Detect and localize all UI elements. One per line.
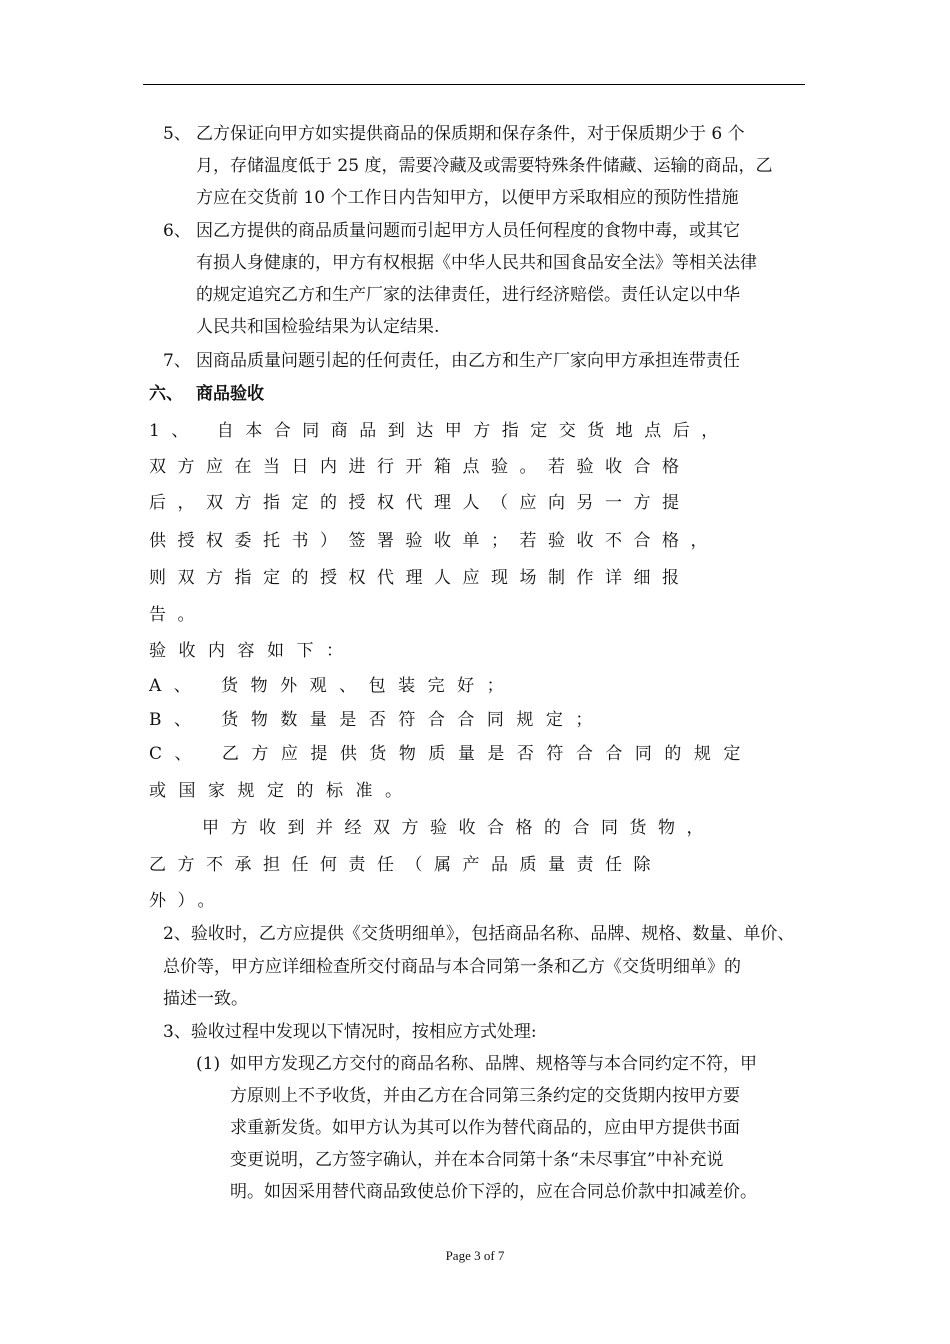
acceptance-1-line-1: 1、 自本合同商品到达甲方指定交货地点后，: [149, 421, 730, 441]
item-5-line-1: 乙方保证向甲方如实提供商品的保质期和保存条件，对于保质期少于 6 个: [196, 124, 745, 144]
item-7-number: 7、: [163, 351, 191, 371]
acceptance-item-a: A、 货物外观、包装完好；: [149, 676, 517, 696]
item-7-line-1: 因商品质量问题引起的任何责任，由乙方和生产厂家向甲方承担连带责任: [196, 351, 740, 371]
acceptance-item-b: B、 货物数量是否符合合同规定；: [149, 710, 605, 730]
item-5-number: 5、: [163, 124, 191, 144]
acceptance-para-line-1: 甲方收到并经双方验收合格的合同货物，: [202, 818, 715, 838]
item-6-number: 6、: [163, 221, 191, 241]
acceptance-1-line-2: 双方应在当日内进行开箱点验。若验收合格: [149, 457, 691, 477]
acceptance-2-line-2: 总价等，甲方应详细检查所交付商品与本合同第一条和乙方《交货明细单》的: [163, 957, 741, 977]
acceptance-content-label: 验收内容如下：: [149, 641, 356, 661]
acceptance-3-sub-1-line-4: 变更说明，乙方签字确认，并在本合同第十条“未尽事宜”中补充说: [230, 1150, 724, 1170]
item-6-line-4: 人民共和国检验结果为认定结果.: [196, 317, 440, 337]
item-5-line-2: 月，存储温度低于 25 度，需要冷藏及或需要特殊条件储藏、运输的商品，乙: [196, 156, 773, 176]
acceptance-3-sub-1-line-5: 明。如因采用替代商品致使总价下浮的，应在合同总价款中扣减差价。: [230, 1182, 757, 1202]
acceptance-3-intro: 3、验收过程中发现以下情况时，按相应方式处理:: [163, 1022, 537, 1042]
acceptance-1-line-5: 则双方指定的授权代理人应现场制作详细报: [149, 568, 691, 588]
item-6-line-1: 因乙方提供的商品质量问题而引起甲方人员任何程度的食物中毒，或其它: [196, 221, 740, 241]
acceptance-3-sub-1-line-2: 方原则上不予收货，并由乙方在合同第三条约定的交货期内按甲方要: [230, 1086, 740, 1106]
acceptance-3-sub-1-number: (1): [196, 1054, 221, 1074]
acceptance-item-c-line-1: C、 乙方应提供货物质量是否符合合同的规定: [149, 744, 753, 764]
acceptance-item-c-line-2: 或国家规定的标准。: [149, 781, 415, 801]
acceptance-2-line-1: 2、验收时，乙方应提供《交货明细单》，包括商品名称、品牌、规格、数量、单价、: [163, 924, 795, 944]
acceptance-2-line-3: 描述一致。: [163, 989, 248, 1009]
acceptance-para-line-3: 外）。: [149, 891, 226, 911]
acceptance-1-line-4: 供授权委托书）签署验收单；若验收不合格，: [149, 531, 719, 551]
item-6-line-2: 有损人身健康的，甲方有权根据《中华人民共和国食品安全法》等相关法律: [196, 253, 757, 273]
acceptance-1-line-6: 告。: [149, 605, 206, 625]
page-footer: Page 3 of 7: [445, 1248, 505, 1263]
section-title: 商品验收: [196, 384, 264, 404]
item-5-line-3: 方应在交货前 10 个工作日内告知甲方，以便甲方采取相应的预防性措施: [196, 188, 739, 208]
acceptance-1-line-3: 后，双方指定的授权代理人（应向另一方提: [149, 493, 691, 513]
item-6-line-3: 的规定追究乙方和生产厂家的法律责任，进行经济赔偿。责任认定以中华: [196, 285, 740, 305]
acceptance-para-line-2: 乙方不承担任何责任（属产品质量责任除: [149, 855, 662, 875]
acceptance-3-sub-1-line-1: 如甲方发现乙方交付的商品名称、品牌、规格等与本合同约定不符，甲: [230, 1054, 757, 1074]
header-rule: [143, 84, 805, 85]
section-number: 六、: [149, 384, 183, 404]
acceptance-3-sub-1-line-3: 求重新发货。如甲方认为其可以作为替代商品的，应由甲方提供书面: [230, 1118, 740, 1138]
